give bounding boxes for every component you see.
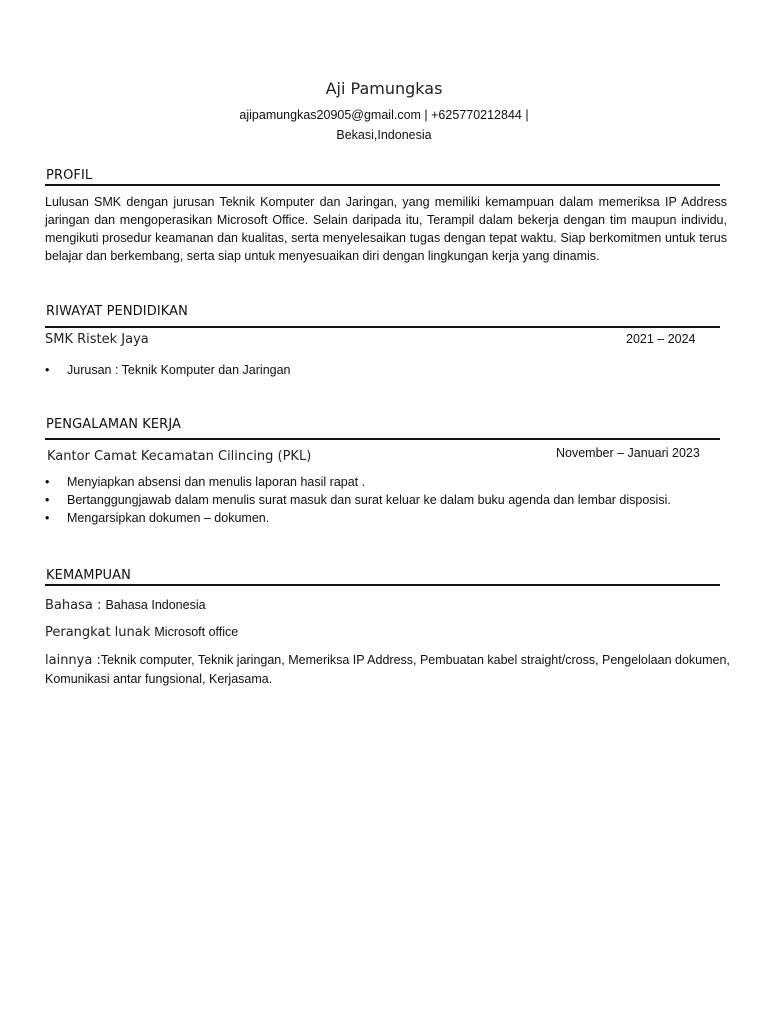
skill-label: lainnya : xyxy=(45,653,101,668)
list-item-text: Jurusan : Teknik Komputer dan Jaringan xyxy=(67,363,291,377)
list-item xyxy=(45,509,725,527)
skill-bahasa xyxy=(45,596,206,614)
contact-location: Bekasi,Indonesia xyxy=(336,128,432,142)
bullet-icon: • xyxy=(45,511,50,525)
pendidikan-list xyxy=(45,361,725,379)
pengalaman-list xyxy=(45,473,725,527)
work-period: November – Januari 2023 xyxy=(556,446,700,460)
list-item xyxy=(45,491,725,509)
skill-value: Teknik computer, Teknik jaringan, Memeriksa IP Address, Pembuatan kabel straight/cross, Pengelolaan dokumen, Komunikasi antar fungsional, Kerjasama. xyxy=(45,653,730,686)
list-item xyxy=(45,473,725,491)
section-divider xyxy=(45,184,720,186)
list-item-text: Menyiapkan absensi dan menulis laporan hasil rapat . xyxy=(67,475,366,489)
list-item-text: Mengarsipkan dokumen – dokumen. xyxy=(67,511,270,525)
bullet-icon: • xyxy=(45,493,50,507)
section-divider xyxy=(45,438,720,440)
bullet-icon: • xyxy=(45,475,50,489)
skill-lainnya xyxy=(45,651,735,688)
skill-perangkat-lunak xyxy=(45,623,238,641)
resume-name: Aji Pamungkas xyxy=(325,79,443,98)
section-title-profil: PROFIL xyxy=(46,168,93,183)
school-years: 2021 – 2024 xyxy=(626,332,696,346)
skill-label: Perangkat lunak xyxy=(45,625,155,640)
workplace-name: Kantor Camat Kecamatan Cilincing (PKL) xyxy=(47,449,312,464)
section-title-pengalaman: PENGALAMAN KERJA xyxy=(46,417,182,432)
skill-value: Bahasa Indonesia xyxy=(105,598,206,612)
school-name: SMK Ristek Jaya xyxy=(45,332,149,347)
bullet-icon: • xyxy=(45,363,50,377)
profil-text: Lulusan SMK dengan jurusan Teknik Komputer dan Jaringan, yang memiliki kemampuan dalam memeriksa IP Address jaringan dan mengoperasikan Microsoft Office. Selain daripada itu, Terampil dalam bekerja dengan tim maupun individu, mengikuti prosedur keamanan dan kualitas, serta menyelesaikan tugas dengan tepat waktu. Siap berkomitmen untuk terus belajar dan berkembang, serta siap untuk menyesuaikan diri dengan lingkungan kerja yang dinamis. xyxy=(45,195,727,263)
section-divider xyxy=(45,584,720,586)
contact-email-phone: ajipamungkas20905@gmail.com | +625770212844 | xyxy=(239,108,529,122)
section-title-kemampuan: KEMAMPUAN xyxy=(46,568,131,583)
skill-value: Microsoft office xyxy=(154,625,239,639)
list-item-text: Bertanggungjawab dalam menulis surat masuk dan surat keluar ke dalam buku agenda dan lembar disposisi. xyxy=(67,493,671,507)
section-divider xyxy=(45,326,720,328)
skill-label: Bahasa : xyxy=(45,598,106,613)
contact-info xyxy=(0,105,768,145)
section-title-pendidikan: RIWAYAT PENDIDIKAN xyxy=(46,304,188,319)
list-item xyxy=(45,361,725,379)
